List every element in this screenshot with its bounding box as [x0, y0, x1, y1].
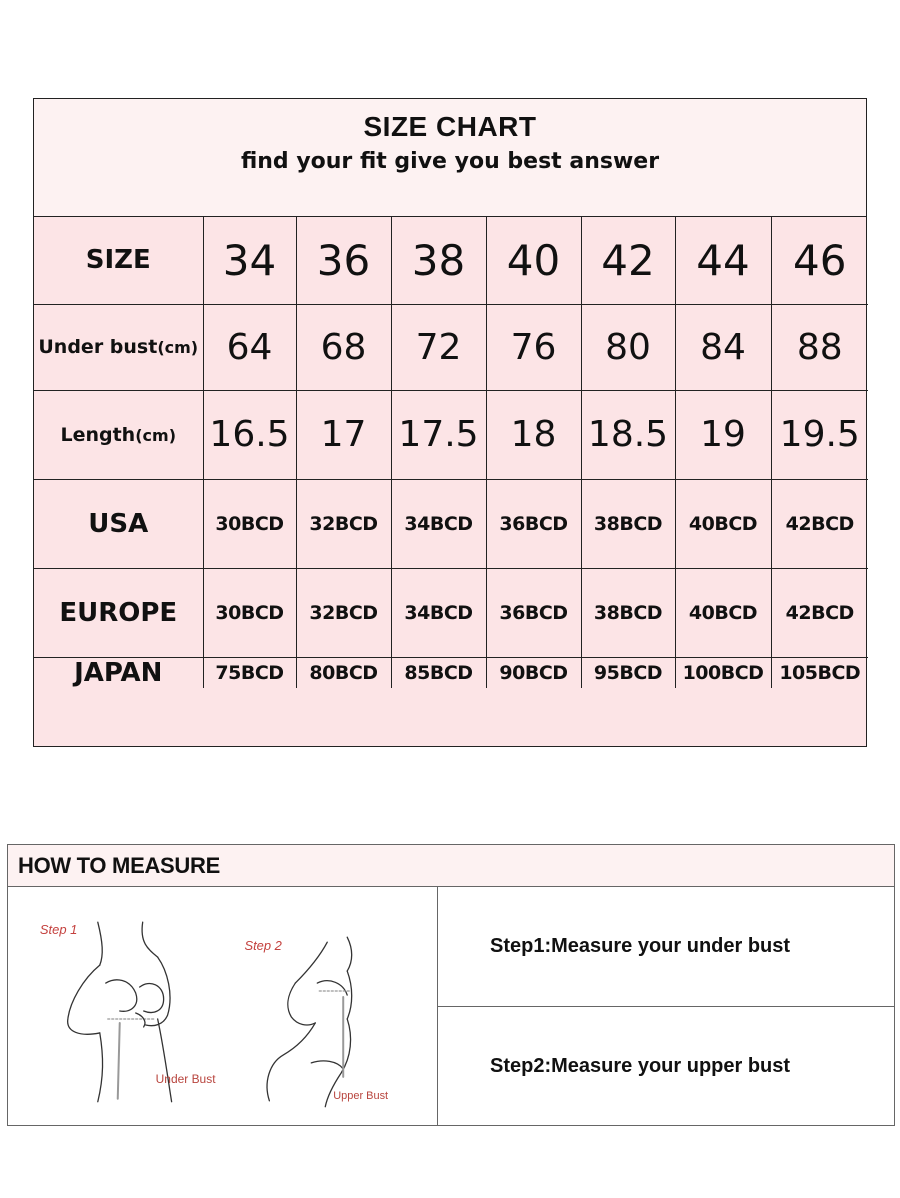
- japan-cell: 105BCD: [779, 661, 861, 684]
- length-cell: 17.5: [391, 390, 486, 479]
- size-cell: 44: [675, 217, 771, 304]
- length-cell: 19: [675, 390, 771, 479]
- measurement-illustration: [8, 887, 438, 1125]
- how-to-measure-title: HOW TO MEASURE: [8, 845, 894, 887]
- size-cell: 40: [486, 217, 581, 304]
- measurement-figures: [8, 887, 437, 1125]
- size-table: [34, 217, 868, 688]
- step2-instruction: [438, 1007, 894, 1125]
- step1-illustration-label: Step 1: [39, 922, 78, 938]
- size-row: [34, 217, 868, 304]
- japan-cell: 90BCD: [486, 657, 581, 688]
- under-bust-cell: 68: [296, 304, 391, 390]
- size-chart: [33, 98, 867, 747]
- europe-cell: 32BCD: [296, 568, 391, 657]
- japan-row: [34, 657, 868, 688]
- usa-cell: 42BCD: [771, 479, 868, 568]
- japan-cell: 80BCD: [296, 657, 391, 688]
- length-row-label: [34, 390, 203, 479]
- under-bust-cell: 80: [581, 304, 675, 390]
- step1-instruction: [438, 887, 894, 1007]
- under-bust-cell: 64: [203, 304, 296, 390]
- under-bust-row-label: [34, 304, 203, 390]
- length-row: [34, 390, 868, 479]
- length-unit: (cm): [135, 425, 176, 445]
- europe-cell: 30BCD: [203, 568, 296, 657]
- length-cell: 18: [486, 390, 581, 479]
- usa-cell: 36BCD: [486, 479, 581, 568]
- size-cell: 36: [296, 217, 391, 304]
- step2-illustration-label: Step 2: [244, 938, 282, 954]
- europe-cell: 42BCD: [771, 568, 868, 657]
- size-cell: 42: [581, 217, 675, 304]
- europe-row-label: EUROPE: [34, 568, 203, 657]
- japan-row-label: JAPAN: [34, 657, 203, 688]
- under-bust-cell: 72: [391, 304, 486, 390]
- under-bust-unit: (cm): [157, 338, 199, 357]
- usa-row-label: USA: [34, 479, 203, 568]
- step1-text: Step1:Measure your under bust: [490, 935, 791, 957]
- japan-cell: 95BCD: [581, 657, 675, 688]
- under-bust-row: [34, 304, 868, 390]
- under-bust-label-text: Under bust: [38, 336, 158, 358]
- europe-cell: 40BCD: [675, 568, 771, 657]
- usa-cell: 34BCD: [391, 479, 486, 568]
- step2-figure: [267, 937, 352, 1107]
- size-cell: 34: [203, 217, 296, 304]
- usa-row: [34, 479, 868, 568]
- size-chart-title: SIZE CHART: [363, 111, 537, 142]
- usa-cell: 32BCD: [296, 479, 391, 568]
- length-cell: 17: [296, 390, 391, 479]
- step2-text: Step2:Measure your upper bust: [490, 1054, 791, 1077]
- europe-cell: 38BCD: [581, 568, 675, 657]
- under-bust-note: Under Bust: [155, 1071, 216, 1086]
- usa-cell: 40BCD: [675, 479, 771, 568]
- size-cell: 38: [391, 217, 486, 304]
- upper-bust-note: Upper Bust: [333, 1089, 389, 1102]
- length-cell: 19.5: [771, 390, 868, 479]
- europe-row: [34, 568, 868, 657]
- how-to-measure-body: [8, 887, 894, 1125]
- japan-cell: 75BCD: [203, 657, 296, 688]
- japan-cell: 100BCD: [675, 657, 771, 688]
- size-cell: 46: [771, 217, 868, 304]
- size-row-label: SIZE: [34, 217, 203, 304]
- europe-cell: 34BCD: [391, 568, 486, 657]
- usa-cell: 30BCD: [203, 479, 296, 568]
- length-cell: 16.5: [203, 390, 296, 479]
- under-bust-cell: 84: [675, 304, 771, 390]
- how-to-measure-panel: [7, 844, 895, 1126]
- under-bust-cell: 76: [486, 304, 581, 390]
- japan-cell: 85BCD: [391, 657, 486, 688]
- size-chart-subtitle: find your fit give you best answer: [240, 149, 660, 174]
- length-cell: 18.5: [581, 390, 675, 479]
- size-chart-header: [34, 99, 866, 217]
- under-bust-cell: 88: [771, 304, 868, 390]
- usa-cell: 38BCD: [581, 479, 675, 568]
- europe-cell: 36BCD: [486, 568, 581, 657]
- length-label-text: Length: [60, 423, 136, 446]
